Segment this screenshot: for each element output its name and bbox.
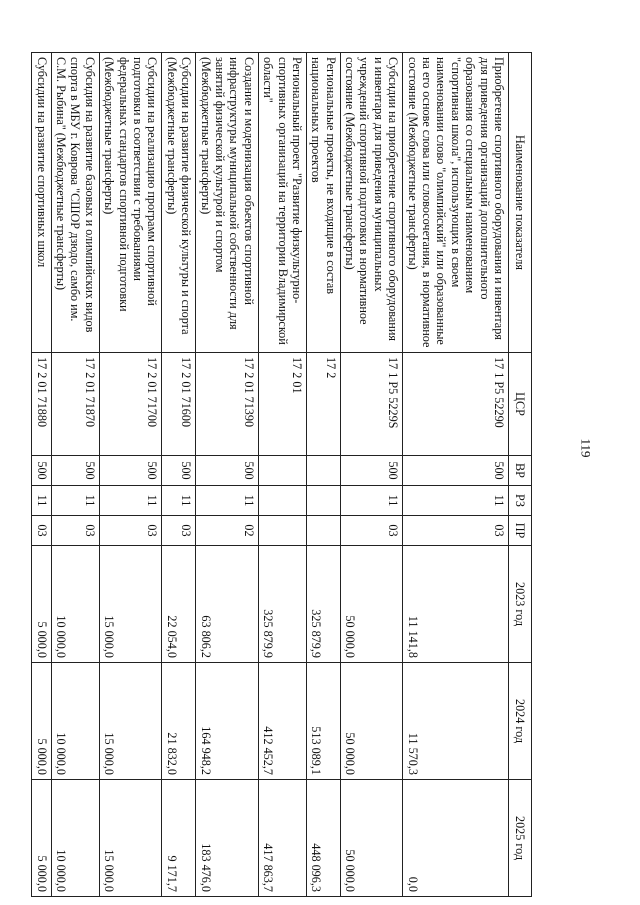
row-2024: 50 000,0 [340, 663, 403, 780]
row-2023: 325 879,9 [258, 546, 306, 663]
row-name: Субсидия на развитие базовых и олимпийских видов спорта в МБУ г. Коврова "СШОР дзюдо, самбо им. С.М. Рыбина" (Межбюджетные трансферты) [51, 53, 99, 353]
table-row [306, 53, 340, 897]
row-pr: 03 [99, 516, 162, 546]
row-pr [258, 516, 306, 546]
rotated-document [12, 52, 532, 897]
row-2023: 325 879,9 [306, 546, 340, 663]
row-rz: 11 [196, 486, 259, 516]
row-csr: 17 1 Р5 5229S [340, 353, 403, 456]
table-row [99, 53, 162, 897]
row-vr: 500 [403, 456, 509, 486]
row-2025: 0,0 [403, 780, 509, 897]
row-rz [306, 486, 340, 516]
row-vr: 500 [340, 456, 403, 486]
budget-table [31, 52, 532, 897]
row-rz: 11 [51, 486, 99, 516]
row-2025: 50 000,0 [340, 780, 403, 897]
header-name: Наименование показателя [509, 53, 532, 353]
row-2025: 9 171,7 [162, 780, 196, 897]
table-row [258, 53, 306, 897]
row-vr: 500 [99, 456, 162, 486]
row-csr: 17 1 Р5 52290 [403, 353, 509, 456]
row-2024: 11 570,3 [403, 663, 509, 780]
header-rz: РЗ [509, 486, 532, 516]
table-row [340, 53, 403, 897]
row-2025: 15 000,0 [99, 780, 162, 897]
row-pr [306, 516, 340, 546]
row-vr: 500 [196, 456, 259, 486]
row-vr [258, 456, 306, 486]
header-2024: 2024 год [509, 663, 532, 780]
row-2024: 513 089,1 [306, 663, 340, 780]
row-2024: 15 000,0 [99, 663, 162, 780]
row-pr: 02 [196, 516, 259, 546]
row-name: Субсидии на развитие физической культуры и спорта (Межбюджетные трансферты) [162, 53, 196, 353]
row-name: Субсидии на реализацию программ спортивной подготовки в соответствии с требованиями федеральных стандартов спортивной подготовки (Межбюджетные трансферты) [99, 53, 162, 353]
row-csr: 17 2 01 71600 [162, 353, 196, 456]
row-vr: 500 [51, 456, 99, 486]
row-rz: 11 [340, 486, 403, 516]
row-2024: 412 452,7 [258, 663, 306, 780]
row-name: Субсидии на развитие спортивных школ [32, 53, 51, 353]
row-2024: 5 000,0 [32, 663, 51, 780]
header-2025: 2025 год [509, 780, 532, 897]
row-pr: 03 [162, 516, 196, 546]
row-name: Создание и модернизация объектов спортивной инфраструктуры муниципальной собственности для занятий физической культурой и спортом (Межбюджетные трансферты) [196, 53, 259, 353]
row-2023: 50 000,0 [340, 546, 403, 663]
row-2023: 22 054,0 [162, 546, 196, 663]
row-pr: 03 [403, 516, 509, 546]
row-2024: 10 000,0 [51, 663, 99, 780]
page-number: 119 [578, 438, 594, 458]
header-row [509, 53, 532, 897]
table-row [196, 53, 259, 897]
row-csr: 17 2 01 71870 [51, 353, 99, 456]
row-2024: 164 948,2 [196, 663, 259, 780]
header-2023: 2023 год [509, 546, 532, 663]
row-vr: 500 [162, 456, 196, 486]
header-vr: ВР [509, 456, 532, 486]
row-name: Региональный проект "Развитие физкультурно-спортивных организаций на территории Владимирской области" [258, 53, 306, 353]
row-pr: 03 [51, 516, 99, 546]
table-row [403, 53, 509, 897]
row-csr: 17 2 01 71700 [99, 353, 162, 456]
row-2023: 5 000,0 [32, 546, 51, 663]
row-2023: 63 806,2 [196, 546, 259, 663]
row-2023: 10 000,0 [51, 546, 99, 663]
row-csr: 17 2 [306, 353, 340, 456]
row-2025: 5 000,0 [32, 780, 51, 897]
row-2025: 10 000,0 [51, 780, 99, 897]
row-vr: 500 [32, 456, 51, 486]
row-csr: 17 2 01 71390 [196, 353, 259, 456]
row-pr: 03 [32, 516, 51, 546]
row-rz: 11 [99, 486, 162, 516]
row-rz [258, 486, 306, 516]
row-2023: 11 141,8 [403, 546, 509, 663]
row-rz: 11 [403, 486, 509, 516]
row-pr: 03 [340, 516, 403, 546]
row-rz: 11 [162, 486, 196, 516]
row-name: Региональные проекты, не входящие в состав национальных проектов [306, 53, 340, 353]
row-2025: 183 476,0 [196, 780, 259, 897]
row-name: Субсидии на приобретение спортивного оборудования и инвентаря для приведения муниципальных учреждений спортивной подготовки в нормативное состояние (Межбюджетные трансферты) [340, 53, 403, 353]
header-pr: ПР [509, 516, 532, 546]
header-csr: ЦСР [509, 353, 532, 456]
row-rz: 11 [32, 486, 51, 516]
row-2025: 417 863,7 [258, 780, 306, 897]
row-name: Приобретение спортивного оборудования и инвентаря для приведения организаций дополнительного образования со специальным наименованием "спортивная школа", использующих в своем наименовании слово "олимпийский" или образованные на его основе слова или словосочетания, в нормативное состояние (Межбюджетные трансферты) [403, 53, 509, 353]
table-row [51, 53, 99, 897]
row-csr: 17 2 01 71880 [32, 353, 51, 456]
table-row [32, 53, 51, 897]
row-2024: 21 832,0 [162, 663, 196, 780]
row-2023: 15 000,0 [99, 546, 162, 663]
row-2025: 448 096,3 [306, 780, 340, 897]
row-vr [306, 456, 340, 486]
table-row [162, 53, 196, 897]
row-csr: 17 2 01 [258, 353, 306, 456]
